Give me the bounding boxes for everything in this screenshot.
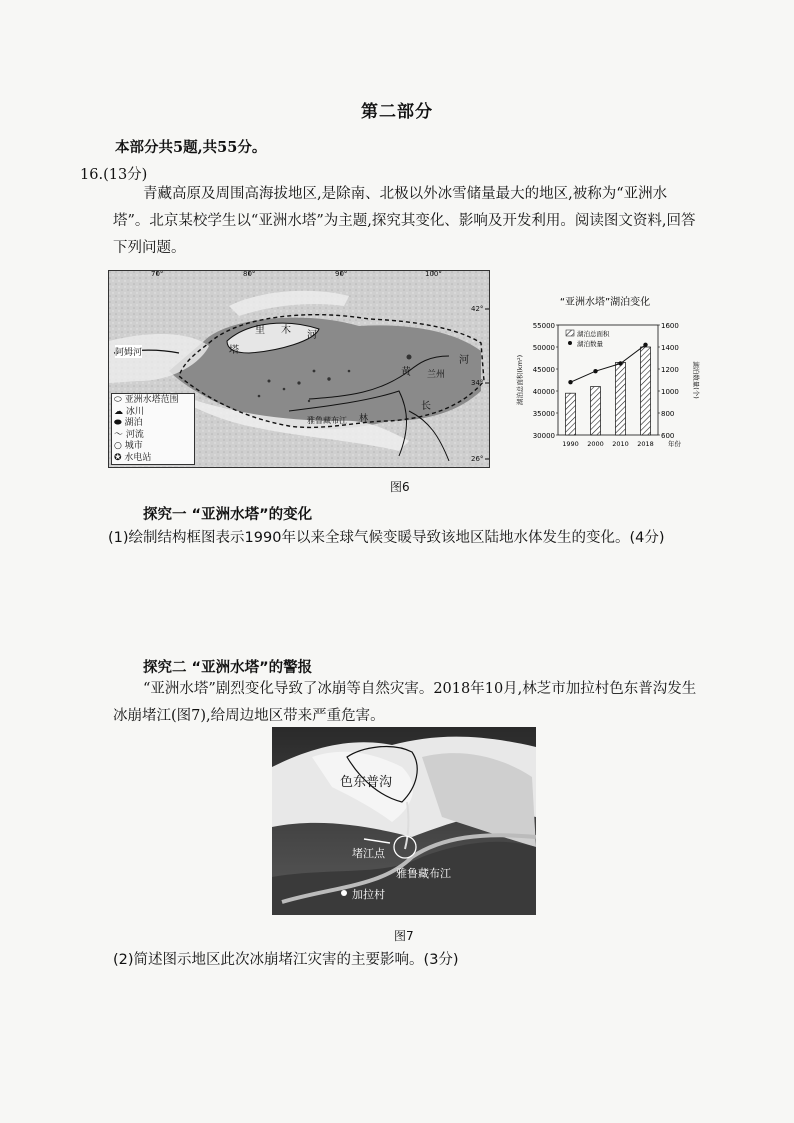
explore2-paragraph-text: “亚洲水塔”剧烈变化导致了冰崩等自然灾害。2018年10月,林芝市加拉村色东普沟发生冰崩堵江(图7),给周边地区带来严重危害。: [113, 681, 697, 724]
lat-tick: 26°: [471, 455, 484, 463]
amu-river-label: 阿姆河: [115, 345, 142, 358]
legend-label: 河流: [125, 429, 144, 440]
lake-change-chart: [510, 295, 700, 465]
question-index: 16.: [80, 167, 104, 183]
yellow-river-label: 黄: [401, 367, 411, 378]
chart-title: “亚洲水塔”湖泊变化: [559, 297, 651, 308]
question1: (1)绘制结构框图表示1990年以来全球气候变暖导致该地区陆地水体发生的变化。(4分): [108, 530, 665, 546]
lon-tick: 100°: [425, 270, 442, 278]
linzhi-label: 林: [359, 414, 369, 424]
lon-tick: 90°: [335, 270, 348, 278]
tarim-label: 塔: [229, 345, 239, 356]
satellite-photo: [272, 727, 536, 915]
right-tick-label: 1000: [661, 388, 679, 396]
lat-tick: 42°: [471, 305, 484, 313]
gully-label: 色东普沟: [340, 775, 393, 790]
lon-tick: 80°: [243, 270, 256, 278]
question-score: (13分): [103, 167, 148, 183]
glacier-icon: ☁: [114, 406, 123, 417]
legend-label: 城市: [124, 441, 143, 451]
figure7-caption: 图7: [394, 929, 414, 943]
city-icon: ○: [114, 441, 122, 451]
legend-swatch-area: [566, 330, 574, 336]
left-tick-label: 35000: [532, 410, 555, 418]
lake-count-point: [593, 369, 597, 373]
legend-lake: [114, 418, 192, 430]
question-stem: [113, 181, 703, 262]
river-icon: 〜: [114, 429, 124, 440]
x-unit-label: 年份: [668, 440, 681, 448]
legend-hydropower: [114, 453, 192, 465]
explore2-paragraph: [113, 676, 703, 730]
explore2-title: 探究二 “亚洲水塔”的警报: [143, 660, 313, 676]
lon-tick: 70°: [151, 270, 164, 278]
lake-count-point: [568, 380, 572, 384]
section-intro: 本部分共5题,共55分。: [115, 139, 267, 156]
tarim-label-he: 河: [307, 330, 317, 341]
right-tick-label: 800: [661, 410, 675, 418]
lake-area-bar: [641, 347, 651, 435]
question-stem-text: 青藏高原及周围高海拔地区,是除南、北极以外冰雪储量最大的地区,被称为“亚洲水塔”。北京某校学生以“亚洲水塔”为主题,探究其变化、影响及开发利用。阅读图文资料,回答下列问题。: [113, 186, 696, 256]
legend-label-area: 湖泊总面积: [577, 330, 610, 338]
yangtze-label: 长: [421, 401, 431, 412]
legend-label: 冰川: [125, 406, 144, 417]
right-tick-label: 600: [661, 432, 675, 440]
legend-boundary: [114, 395, 192, 407]
plateau-map: [108, 270, 490, 468]
river-label: 雅鲁藏布江: [396, 867, 451, 880]
x-tick-label: 2018: [637, 440, 654, 448]
legend-label: 亚洲水塔范围: [124, 395, 179, 405]
photo-terrain: [272, 727, 536, 915]
lake-count-point: [618, 361, 622, 365]
right-tick-label: 1600: [661, 322, 679, 330]
left-tick-label: 50000: [532, 344, 555, 352]
legend-label: 水电站: [124, 452, 152, 463]
question2: (2)简述图示地区此次冰崩堵江灾害的主要影响。(3分): [113, 952, 459, 968]
right-tick-label: 1200: [661, 366, 679, 374]
legend-glacier: [114, 407, 192, 419]
yarlung-label: 雅鲁藏布江: [307, 416, 347, 425]
lake-count-line: [571, 345, 646, 382]
x-tick-label: 1990: [562, 440, 579, 448]
lake-area-bar: [591, 387, 601, 435]
right-tick-label: 1400: [661, 344, 679, 352]
hydropower-icon: ✪: [114, 452, 122, 463]
lake-count-point: [643, 343, 647, 347]
map-legend: [111, 393, 195, 465]
lat-tick: 34°: [471, 379, 484, 387]
figure6-caption: 图6: [390, 480, 410, 494]
tarim-label-mu: 木: [281, 325, 291, 336]
lanzhou-label: 兰州: [427, 370, 446, 380]
x-tick-label: 2000: [587, 440, 604, 448]
left-tick-label: 55000: [532, 322, 555, 330]
dashed-loop-icon: ⬭: [114, 395, 122, 405]
legend-label: 湖泊: [124, 418, 143, 428]
chart-svg: [510, 295, 700, 465]
legend-city: [114, 441, 192, 453]
legend-label-count: 湖泊数量: [577, 340, 603, 348]
left-tick-label: 45000: [532, 366, 555, 374]
lake-area-bar: [616, 362, 626, 435]
left-tick-label: 30000: [532, 432, 555, 440]
tarim-label-li: 里: [255, 325, 265, 336]
x-tick-label: 2010: [612, 440, 629, 448]
explore1-title: 探究一 “亚洲水塔”的变化: [143, 507, 313, 523]
right-axis-label: 湖泊数量(个): [692, 361, 700, 399]
yellow-river-label-he: 河: [459, 355, 469, 366]
legend-swatch-count: [568, 341, 572, 345]
lake-icon: ⬬: [114, 418, 122, 428]
block-point-label: 堵江点: [352, 847, 385, 860]
section-heading: 第二部分: [361, 102, 433, 122]
lake-area-bar: [566, 393, 576, 435]
left-tick-label: 40000: [532, 388, 555, 396]
left-axis-label: 湖泊总面积(km²): [516, 354, 524, 406]
village-label: 加拉村: [352, 888, 385, 901]
legend-river: [114, 430, 192, 442]
